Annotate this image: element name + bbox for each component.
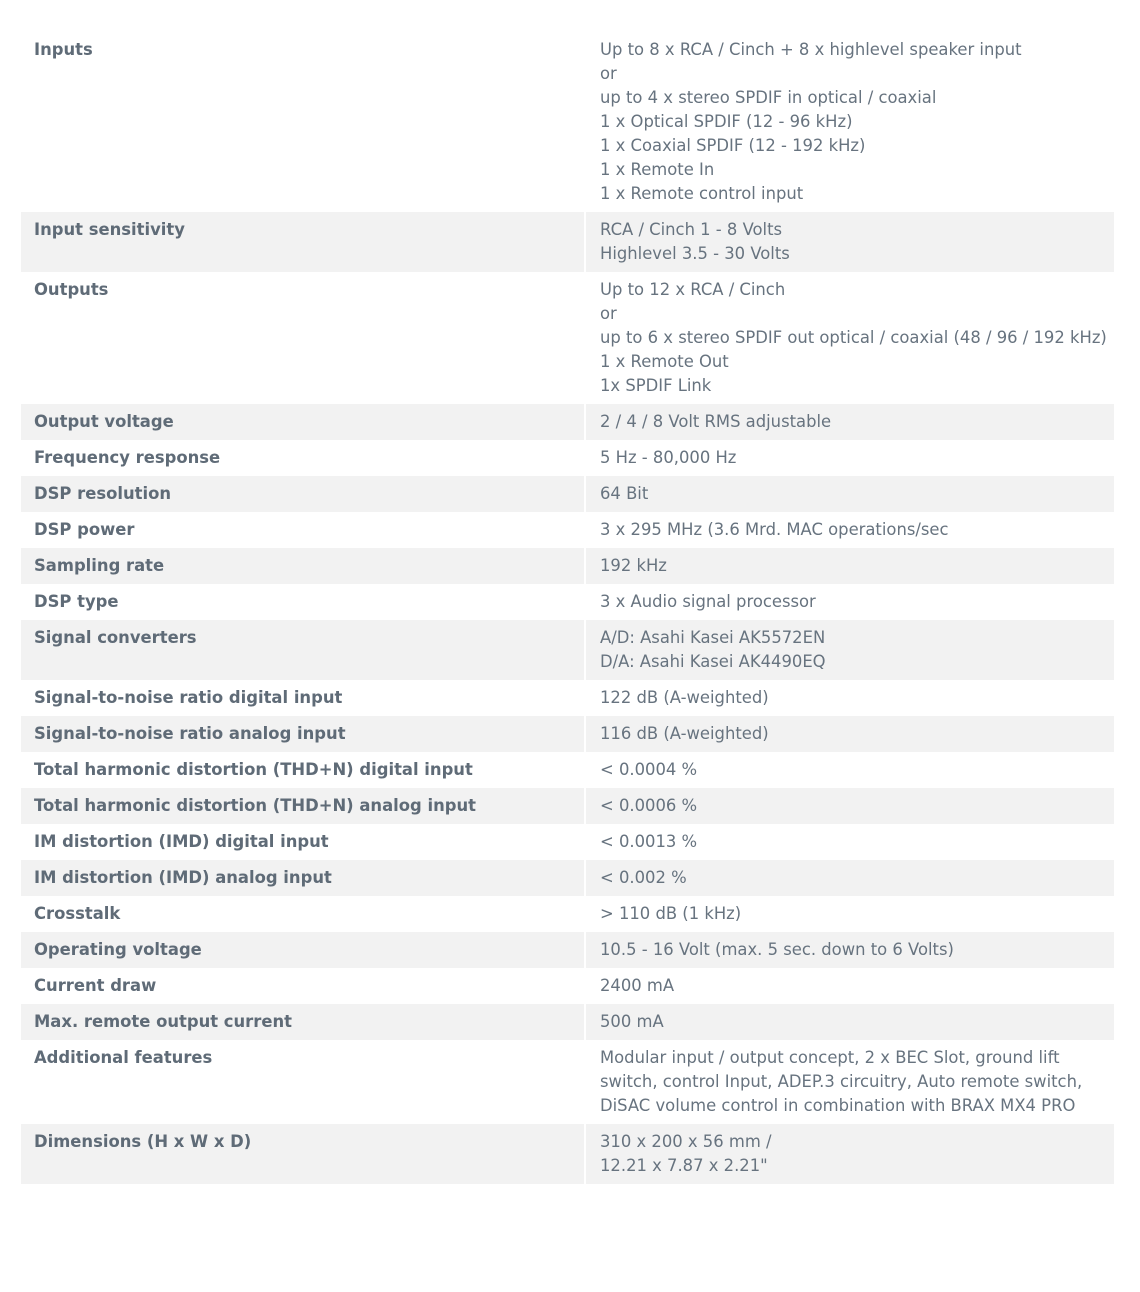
spec-label: Inputs [34,40,93,59]
spec-row [21,932,1114,968]
spec-value [584,272,1114,404]
spec-value [584,860,1114,896]
spec-label: Output voltage [21,404,584,440]
spec-value-line: > 110 dB (1 kHz) [600,904,742,923]
spec-value [584,752,1114,788]
spec-value-line: 1x SPDIF Link [600,376,712,395]
spec-value-line: 310 x 200 x 56 mm / [600,1132,772,1151]
spec-label: Additional features [34,1048,213,1067]
spec-label: Current draw [34,976,157,995]
spec-value-line: RCA / Cinch 1 - 8 Volts [600,220,783,239]
spec-value-line: < 0.0004 % [600,760,698,779]
spec-label: Total harmonic distortion (THD+N) digital input [34,760,473,779]
spec-value-line: Up to 12 x RCA / Cinch [600,280,786,299]
spec-value-line: Modular input / output concept, 2 x BEC Slot, ground lift switch, control Input, ADEP.3 circuitry, Auto remote switch, DiSAC volume control in combination with BRAX MX4 PRO [600,1048,1083,1115]
spec-row [21,752,1114,788]
spec-value [584,584,1114,620]
spec-row [21,212,1114,272]
spec-value-line: 2400 mA [600,976,675,995]
spec-row [21,548,1114,584]
spec-value [584,404,1114,440]
spec-value-line: A/D: Asahi Kasei AK5572EN [600,628,826,647]
spec-value-line: 116 dB (A-weighted) [600,724,769,743]
spec-label: Signal-to-noise ratio analog input [21,716,584,752]
spec-value-line: 12.21 x 7.87 x 2.21" [600,1156,768,1175]
spec-value [584,620,1114,680]
spec-row [21,404,1114,440]
spec-label: Operating voltage [21,932,584,968]
spec-value [584,212,1114,272]
spec-value [584,1124,1114,1184]
spec-value-line: 2 / 4 / 8 Volt RMS adjustable [600,412,832,431]
spec-value-line: or [600,304,617,323]
spec-value-line: 5 Hz - 80,000 Hz [600,448,737,467]
spec-value [584,512,1114,548]
spec-value-line: Highlevel 3.5 - 30 Volts [600,244,790,263]
spec-value-line: 1 x Coaxial SPDIF (12 - 192 kHz) [600,136,866,155]
spec-row [21,1004,1114,1040]
spec-value-line: < 0.002 % [600,868,687,887]
spec-value [584,1040,1114,1124]
spec-label: Max. remote output current [21,1004,584,1040]
spec-label: DSP resolution [21,476,584,512]
spec-label: DSP type [34,592,119,611]
spec-value-line: 10.5 - 16 Volt (max. 5 sec. down to 6 Volts) [600,940,954,959]
spec-label: DSP power [34,520,135,539]
spec-value-line: or [600,64,617,83]
spec-row [21,680,1114,716]
spec-value-line: < 0.0006 % [600,796,698,815]
spec-value-line: 3 x Audio signal processor [600,592,816,611]
spec-value [584,1004,1114,1040]
spec-row [21,968,1114,1004]
spec-value [584,548,1114,584]
spec-value-line: 122 dB (A-weighted) [600,688,769,707]
spec-value [584,896,1114,932]
spec-value-line: < 0.0013 % [600,832,698,851]
spec-row [21,824,1114,860]
spec-value [584,476,1114,512]
spec-value [584,788,1114,824]
spec-row [21,584,1114,620]
spec-row [21,1040,1114,1124]
spec-value [584,968,1114,1004]
spec-value-line: D/A: Asahi Kasei AK4490EQ [600,652,826,671]
spec-value [584,824,1114,860]
spec-value-line: 192 kHz [600,556,667,575]
spec-label: Signal-to-noise ratio digital input [34,688,343,707]
spec-value-line: 500 mA [600,1012,664,1031]
spec-value [584,932,1114,968]
spec-value-line: 64 Bit [600,484,649,503]
spec-label: Signal converters [21,620,584,680]
spec-value-line: up to 6 x stereo SPDIF out optical / coaxial (48 / 96 / 192 kHz) [600,328,1107,347]
spec-row [21,788,1114,824]
spec-label: IM distortion (IMD) digital input [34,832,329,851]
spec-row [21,272,1114,404]
spec-label: Outputs [34,280,109,299]
spec-value [584,440,1114,476]
spec-value-line: 1 x Optical SPDIF (12 - 96 kHz) [600,112,853,131]
spec-row [21,860,1114,896]
spec-value-line: up to 4 x stereo SPDIF in optical / coaxial [600,88,937,107]
spec-row [21,476,1114,512]
spec-value-line: 1 x Remote control input [600,184,804,203]
spec-row [21,32,1114,212]
spec-row [21,440,1114,476]
spec-row [21,716,1114,752]
spec-value-line: 1 x Remote In [600,160,715,179]
spec-label: IM distortion (IMD) analog input [21,860,584,896]
spec-value-line: 3 x 295 MHz (3.6 Mrd. MAC operations/sec [600,520,949,539]
spec-value [584,680,1114,716]
spec-value-line: 1 x Remote Out [600,352,729,371]
spec-value [584,716,1114,752]
spec-row [21,896,1114,932]
spec-table [21,32,1114,1184]
spec-label: Sampling rate [21,548,584,584]
spec-label: Input sensitivity [21,212,584,272]
spec-label: Frequency response [34,448,221,467]
spec-value-line: Up to 8 x RCA / Cinch + 8 x highlevel speaker input [600,40,1022,59]
spec-label: Crosstalk [34,904,121,923]
spec-row [21,1124,1114,1184]
spec-label: Total harmonic distortion (THD+N) analog input [21,788,584,824]
spec-row [21,512,1114,548]
spec-row [21,620,1114,680]
spec-label: Dimensions (H x W x D) [21,1124,584,1184]
spec-value [584,32,1114,212]
spec-table-body [21,32,1114,1184]
